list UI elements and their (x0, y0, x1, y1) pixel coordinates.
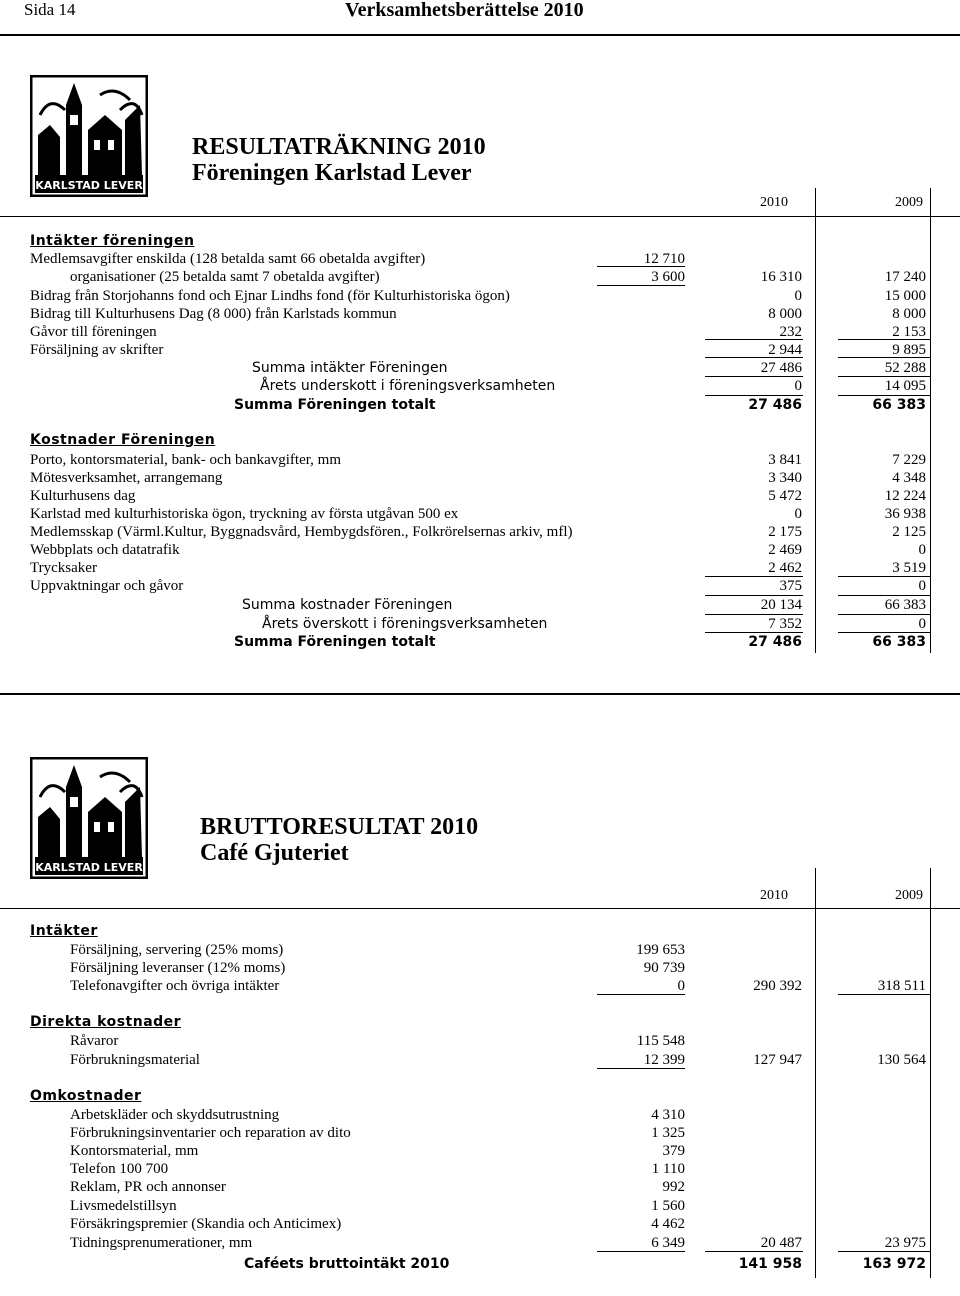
underline (705, 595, 803, 596)
underline (705, 376, 803, 377)
page-title: RESULTATRÄKNING 2010 (192, 134, 486, 160)
underline (838, 357, 930, 358)
logo-text: KARLSTAD LEVER (35, 861, 143, 874)
table-row: Livsmedelstillsyn 1 560 (70, 1198, 685, 1214)
deficit-row: Årets underskott i föreningsverksamheten 0 14 095 (260, 378, 926, 394)
year-2009: 2009 (895, 195, 923, 210)
underline (597, 1251, 685, 1252)
sum-row: Summa intäkter Föreningen 27 486 52 288 (252, 360, 926, 376)
underline (838, 376, 930, 377)
table-row: Telefonavgifter och övriga intäkter 0 290 392 318 511 (70, 978, 926, 994)
section-subtitle: Café Gjuteriet (200, 840, 349, 866)
section-heading-costs: Kostnader Föreningen (30, 432, 216, 448)
page-subtitle: Föreningen Karlstad Lever (192, 160, 472, 186)
table-row: Råvaror 115 548 (70, 1033, 685, 1049)
table-row: Bidrag till Kulturhusens Dag (8 000) från Karlstads kommun 8 000 8 000 (30, 306, 926, 322)
underline (838, 595, 930, 596)
underline (705, 576, 803, 577)
table-row: Förbrukningsmaterial 12 399 127 947 130 564 (70, 1052, 926, 1068)
section-heading-income: Intäkter föreningen (30, 233, 195, 249)
total-row: Summa Föreningen totalt 27 486 66 383 (234, 397, 926, 413)
table-row: Tidningsprenumerationer, mm 6 349 20 487 23 975 (70, 1235, 926, 1251)
table-row: Förbrukningsinventarier och reparation av dito 1 325 (70, 1125, 685, 1141)
table-row: Webbplats och datatrafik 2 469 0 (30, 542, 926, 558)
table-row: Kontorsmaterial, mm 379 (70, 1143, 685, 1159)
table-row: Arbetskläder och skyddsutrustning 4 310 (70, 1107, 685, 1123)
divider (0, 908, 960, 909)
page-number: Sida 14 (24, 0, 76, 19)
underline (705, 339, 803, 340)
surplus-row: Årets överskott i föreningsverksamheten 7 352 0 (262, 616, 926, 632)
table-row: Telefon 100 700 1 110 (70, 1161, 685, 1177)
underline (597, 994, 685, 995)
underline (597, 1068, 685, 1069)
year-2010: 2010 (760, 195, 788, 210)
karlstad-lever-logo (30, 757, 148, 879)
table-row: Försäljning av skrifter 2 944 9 895 (30, 342, 926, 358)
table-row: Kulturhusens dag 5 472 12 224 (30, 488, 926, 504)
underline (705, 632, 803, 633)
underline (838, 339, 930, 340)
section-divider (0, 693, 960, 695)
karlstad-lever-logo (30, 75, 148, 197)
logo-text: KARLSTAD LEVER (35, 179, 143, 192)
underline (705, 395, 803, 396)
section-title: BRUTTORESULTAT 2010 (200, 814, 479, 840)
underline (838, 632, 930, 633)
table-row: Porto, kontorsmaterial, bank- och bankavgifter, mm 3 841 7 229 (30, 452, 926, 468)
section-heading-direct-costs: Direkta kostnader (30, 1014, 182, 1030)
underline (838, 576, 930, 577)
sum-row: Summa kostnader Föreningen 20 134 66 383 (242, 597, 926, 613)
table-row: Försäljning leveranser (12% moms) 90 739 (70, 960, 685, 976)
table-row: Reklam, PR och annonser 992 (70, 1179, 685, 1195)
gross-total-row: Caféets bruttointäkt 2010 141 958 163 972 (244, 1256, 926, 1272)
total-row: Summa Föreningen totalt 27 486 66 383 (234, 634, 926, 650)
underline (838, 614, 930, 615)
table-row: Gåvor till föreningen 232 2 153 (30, 324, 926, 340)
table-row: Medlemsavgifter enskilda (128 betalda samt 66 obetalda avgifter) 12 710 (30, 251, 685, 267)
underline (838, 994, 930, 995)
year-2009: 2009 (895, 888, 923, 903)
table-row: Trycksaker 2 462 3 519 (30, 560, 926, 576)
table-row: Medlemsskap (Värml.Kultur, Byggnadsvård, Hembygdsfören., Folkrörelsernas arkiv, mfl) 2 175 2 125 (30, 524, 926, 540)
underline (705, 357, 803, 358)
section-heading-overhead: Omkostnader (30, 1088, 142, 1104)
section-heading-income: Intäkter (30, 923, 98, 939)
table-row: Mötesverksamhet, arrangemang 3 340 4 348 (30, 470, 926, 486)
table-row: organisationer (25 betalda samt 7 obetalda avgifter) 3 600 16 310 17 240 (70, 269, 926, 285)
year-2010: 2010 (760, 888, 788, 903)
table-row: Försäljning, servering (25% moms) 199 653 (70, 942, 685, 958)
underline (838, 1251, 930, 1252)
underline (705, 1251, 803, 1252)
page-header (0, 0, 960, 36)
table-row: Bidrag från Storjohanns fond och Ejnar Lindhs fond (för Kulturhistoriska ögon) 0 15 000 (30, 288, 926, 304)
table-row: Karlstad med kulturhistoriska ögon, tryckning av första utgåvan 500 ex 0 36 938 (30, 506, 926, 522)
underline (597, 285, 685, 286)
table-row: Uppvaktningar och gåvor 375 0 (30, 578, 926, 594)
document-title: Verksamhetsberättelse 2010 (345, 0, 584, 21)
underline (838, 395, 930, 396)
divider (0, 216, 960, 217)
table-row: Försäkringspremier (Skandia och Anticimex) 4 462 (70, 1216, 685, 1232)
underline (597, 266, 685, 267)
underline (705, 614, 803, 615)
